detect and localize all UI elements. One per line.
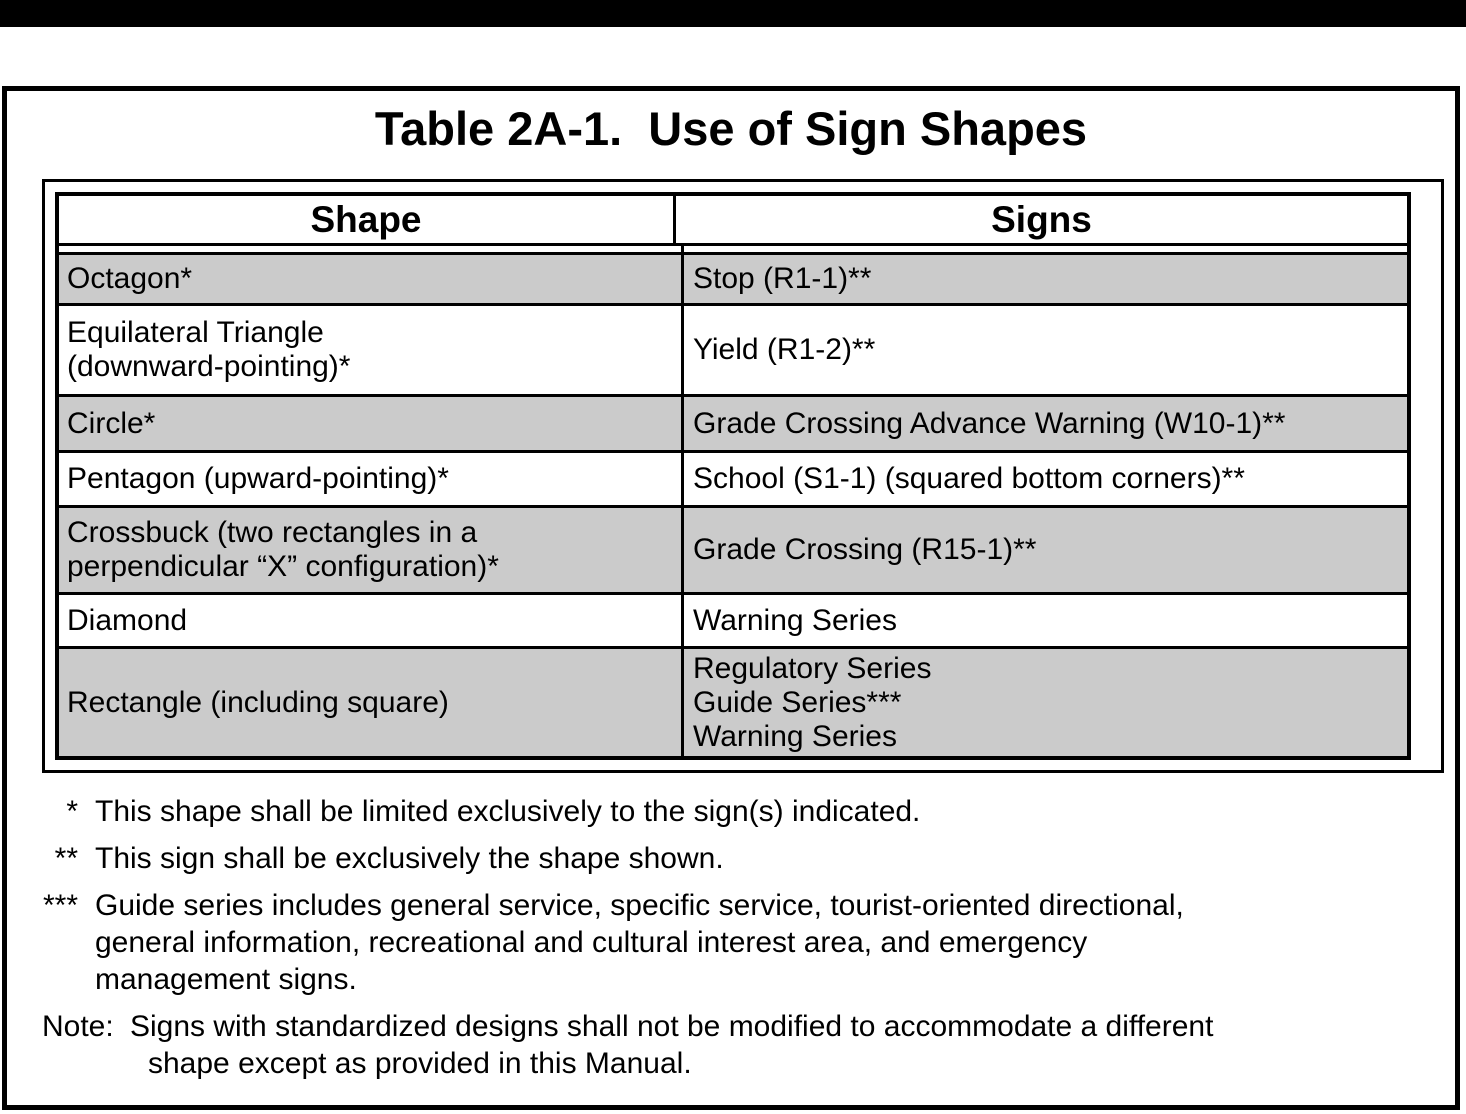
footnote-marker: * — [66, 795, 78, 828]
table-row-octagon — [59, 252, 1407, 303]
footnote-text — [95, 840, 724, 877]
shape-cell — [59, 306, 684, 394]
shape-cell — [59, 453, 684, 505]
header-separator-gap — [59, 243, 1407, 252]
column-header-signs: Signs — [991, 198, 1092, 240]
table-title: Table 2A-1. Use of Sign Shapes — [374, 102, 1088, 155]
sign-shapes-table — [55, 192, 1411, 760]
cell-text: Crossbuck (two rectangles in a — [67, 516, 478, 549]
footnote-line: general information, recreational and cultural interest area, and emergency — [95, 926, 1088, 959]
table-row-circle — [59, 394, 1407, 450]
table-row-crossbuck — [59, 505, 1407, 592]
cell-text: Circle* — [67, 406, 156, 440]
footnote-text — [95, 887, 1184, 998]
cell-text: Warning Series — [693, 603, 897, 637]
cell-text: Grade Crossing Advance Warning (W10-1)** — [693, 406, 1286, 440]
cell-text: Pentagon (upward-pointing)* — [67, 462, 449, 495]
cell-text: Grade Crossing (R15-1)** — [693, 533, 1037, 566]
column-header-shape: Shape — [59, 196, 676, 243]
footnote-text — [95, 793, 920, 830]
cell-text: Rectangle (including square) — [67, 685, 449, 719]
footnote-marker: *** — [42, 889, 78, 922]
footnote-line: This sign shall be exclusively the shape shown. — [95, 842, 724, 875]
table-row-pentagon — [59, 450, 1407, 505]
cell-text: perpendicular “X” configuration)* — [67, 550, 499, 583]
note-text — [130, 1008, 1213, 1082]
cell-text: Stop (R1-1)** — [693, 262, 872, 295]
signs-cell — [684, 649, 1407, 756]
signs-cell — [684, 508, 1407, 592]
shape-cell — [59, 649, 684, 756]
footnote-double-asterisk — [20, 840, 1445, 877]
cell-text: Regulatory Series — [693, 651, 932, 685]
cell-text: Diamond — [67, 603, 188, 637]
cell-text: School (S1-1) (squared bottom corners)** — [693, 462, 1245, 495]
signs-cell — [684, 595, 1407, 646]
note-line: Signs with standardized designs shall not be modified to accommodate a different — [130, 1010, 1214, 1043]
footnote-triple-asterisk — [20, 887, 1445, 998]
note-line: shape except as provided in this Manual. — [148, 1047, 692, 1080]
footnote-marker: ** — [54, 842, 78, 875]
cell-text: Warning Series — [693, 719, 897, 753]
footnote-line: This shape shall be limited exclusively to the sign(s) indicated. — [95, 795, 921, 828]
footnote-line: management signs. — [95, 963, 357, 996]
footnotes — [20, 793, 1445, 1008]
signs-cell — [684, 255, 1407, 303]
table-header-row — [59, 196, 1407, 243]
cell-text: Yield (R1-2)** — [693, 333, 876, 366]
table-row-diamond — [59, 592, 1407, 646]
footnote-line: Guide series includes general service, specific service, tourist-oriented directional, — [95, 889, 1184, 922]
signs-cell — [684, 397, 1407, 450]
cell-text: Equilateral Triangle — [67, 316, 324, 349]
cell-text: (downward-pointing)* — [67, 350, 351, 383]
note — [42, 1008, 1213, 1082]
shape-cell — [59, 397, 684, 450]
table-row-rectangle — [59, 646, 1407, 756]
top-black-bar — [0, 0, 1466, 27]
shape-cell — [59, 255, 684, 303]
cell-text: Guide Series*** — [693, 685, 902, 719]
document-frame — [2, 86, 1460, 1110]
table-row-triangle — [59, 303, 1407, 394]
signs-cell — [684, 453, 1407, 505]
footnote-single-asterisk — [20, 793, 1445, 830]
note-label: Note: — [42, 1010, 114, 1043]
shape-cell — [59, 508, 684, 592]
shape-cell — [59, 595, 684, 646]
cell-text: Octagon* — [67, 262, 193, 295]
sign-shapes-table-frame — [42, 179, 1444, 773]
signs-cell — [684, 306, 1407, 394]
